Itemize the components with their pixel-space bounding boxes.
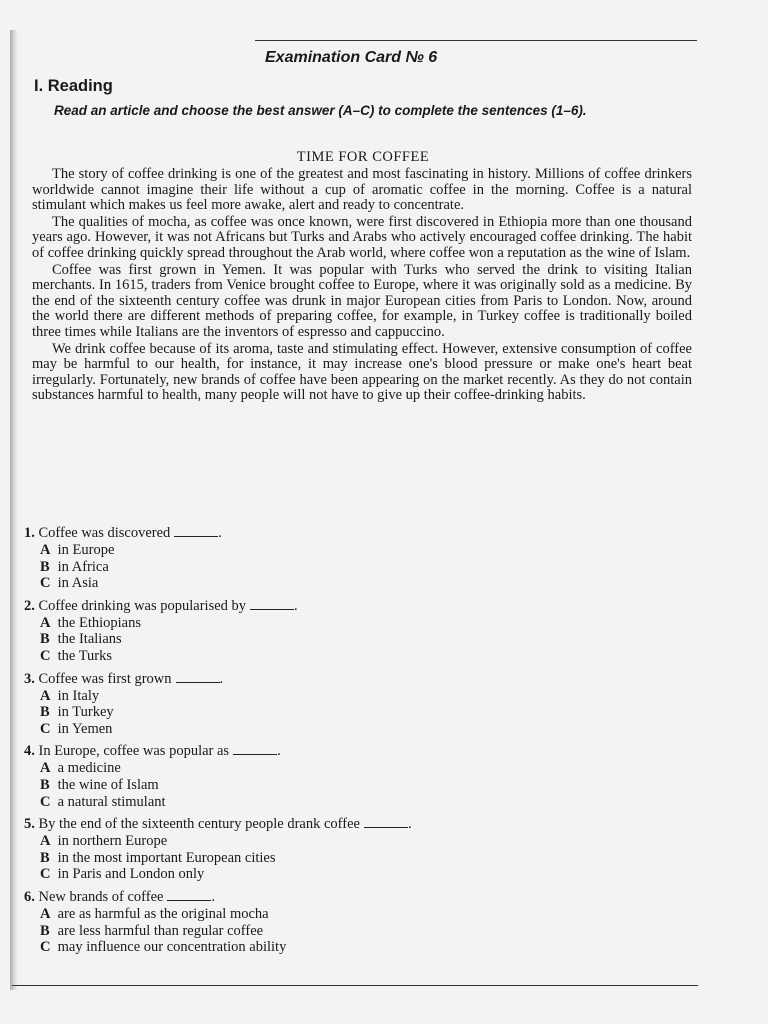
scan-edge xyxy=(10,30,18,990)
question-stem: In Europe, coffee was popular as xyxy=(38,743,230,760)
option-text: a natural stimulant xyxy=(57,793,166,810)
option-letter: B xyxy=(40,776,50,793)
option-letter: A xyxy=(40,687,51,704)
option-text: in Turkey xyxy=(57,704,114,721)
question-stem: By the end of the sixteenth century people drank coffee xyxy=(38,816,360,833)
option-text: in Paris and London only xyxy=(57,866,205,883)
option-c xyxy=(24,794,684,811)
bottom-rule xyxy=(12,985,698,986)
option-b xyxy=(24,850,684,867)
option-letter: C xyxy=(40,647,51,664)
option-letter: A xyxy=(40,614,51,631)
option-a xyxy=(24,542,684,559)
question-list xyxy=(24,525,684,962)
option-a xyxy=(24,688,684,705)
question-3: 3. Coffee was first grown . A in Italy B in Turkey C in Yemen xyxy=(24,671,684,738)
option-letter: A xyxy=(40,760,51,777)
option-letter: B xyxy=(40,922,50,939)
question-4: 4. In Europe, coffee was popular as . A a medicine B the wine of Islam C a natural stimulant xyxy=(24,743,684,810)
option-a xyxy=(24,906,684,923)
question-stem: Coffee drinking was popularised by xyxy=(38,597,247,614)
option-letter: A xyxy=(40,833,51,850)
option-letter: B xyxy=(40,849,50,866)
option-letter: C xyxy=(40,866,51,883)
option-c xyxy=(24,648,684,665)
option-letter: A xyxy=(40,542,51,558)
option-letter: C xyxy=(40,939,51,956)
option-letter: A xyxy=(40,905,51,922)
answer-blank xyxy=(176,672,220,683)
option-a xyxy=(24,833,684,850)
option-text: in Europe xyxy=(57,542,115,558)
option-letter: B xyxy=(40,558,50,575)
option-text: in Asia xyxy=(57,575,99,592)
question-stem: New brands of coffee xyxy=(38,888,164,905)
question-stem: Coffee was first grown xyxy=(38,670,172,687)
option-letter: C xyxy=(40,575,51,592)
question-2: 2. Coffee drinking was popularised by . A the Ethiopians B the Italians C the Turks xyxy=(24,598,684,665)
option-a xyxy=(24,760,684,777)
answer-blank xyxy=(233,744,277,755)
option-text: the Ethiopians xyxy=(57,614,141,631)
article-paragraph: The qualities of mocha, as coffee was once known, were first discovered in Ethiopia more than one thousand years ago. However, it was not Africans but Turks and Arabs who actively encouraged coffee drinking. The habit of coffee drinking quickly spread throughout the Arab world, where coffee won a reputation as the wine of Islam. xyxy=(32,213,692,261)
option-c xyxy=(24,939,684,956)
option-letter: B xyxy=(40,704,50,721)
option-b xyxy=(24,631,684,648)
article-paragraph: Coffee was first grown in Yemen. It was popular with Turks who served the drink to visiting Italian merchants. In 1615, traders from Venice brought coffee to Europe, where it was originally sold as a medicine. By the end of the sixteenth century coffee was drunk in major European cities from Paris to London. Now, around the world there are different methods of preparing coffee, for example, in Turkey coffee is traditionally boiled three times while Italians are the inventors of espresso and cappuccino. xyxy=(32,261,692,340)
option-text: a medicine xyxy=(57,760,121,777)
option-text: in Africa xyxy=(57,558,109,575)
option-letter: B xyxy=(40,631,50,648)
instruction: Read an article and choose the best answer (A–C) to complete the sentences (1–6). xyxy=(54,103,587,118)
article-body xyxy=(32,167,692,405)
option-a xyxy=(24,615,684,632)
article-paragraph: We drink coffee because of its aroma, taste and stimulating effect. However, extensive consumption of coffee may be harmful to our health, for instance, it may increase one's blood pressure or make one's heart beat irregularly. Fortunately, new brands of coffee have been appearing on the market recently. As they do not contain substances harmful to health, many people will not have to give up their coffee-drinking habits. xyxy=(32,340,692,404)
top-rule xyxy=(255,40,697,41)
option-c xyxy=(24,866,684,883)
answer-blank xyxy=(174,526,218,537)
question-number: 2. xyxy=(24,597,35,614)
answer-blank xyxy=(167,890,211,901)
option-text: may influence our concentration ability xyxy=(57,939,287,956)
section-title: I. Reading xyxy=(34,77,113,95)
option-text: are less harmful than regular coffee xyxy=(57,922,264,939)
option-text: in the most important European cities xyxy=(57,849,276,866)
option-c xyxy=(24,575,684,592)
option-text: in Italy xyxy=(57,687,100,704)
question-stem: Coffee was discovered xyxy=(38,525,171,541)
option-text: in Yemen xyxy=(57,720,113,737)
option-text: the Italians xyxy=(57,631,122,648)
option-b xyxy=(24,923,684,940)
question-6: 6. New brands of coffee . A are as harmful as the original mocha B are less harmful than regular coffee C may influence our concentration ability xyxy=(24,889,684,956)
option-b xyxy=(24,704,684,721)
question-number: 4. xyxy=(24,743,35,760)
article-title: TIME FOR COFFEE xyxy=(296,149,430,165)
question-number: 3. xyxy=(24,670,35,687)
question-number: 1. xyxy=(24,525,35,541)
answer-blank xyxy=(250,599,294,610)
answer-blank xyxy=(364,817,408,828)
option-letter: C xyxy=(40,720,51,737)
question-5: 5. By the end of the sixteenth century people drank coffee . A in northern Europe B in the most important European cities C in Paris and London only xyxy=(24,816,684,883)
question-number: 6. xyxy=(24,888,35,905)
article-paragraph: The story of coffee drinking is one of the greatest and most fascinating in history. Millions of coffee drinkers worldwide cannot imagine their life without a cup of aromatic coffee in the morning. Coffee is a natural stimulant which makes us feel more awake, alert and ready to concentrate. xyxy=(32,166,692,214)
option-text: are as harmful as the original mocha xyxy=(57,905,269,922)
option-b xyxy=(24,777,684,794)
option-text: in northern Europe xyxy=(57,833,168,850)
option-text: the Turks xyxy=(57,647,113,664)
option-c xyxy=(24,721,684,738)
option-letter: C xyxy=(40,793,51,810)
option-text: the wine of Islam xyxy=(57,776,159,793)
question-number: 5. xyxy=(24,816,35,833)
card-title: Examination Card № 6 xyxy=(265,49,438,66)
question-1: 1. Coffee was discovered . A in Europe B in Africa C in Asia xyxy=(24,525,684,592)
option-b xyxy=(24,559,684,576)
